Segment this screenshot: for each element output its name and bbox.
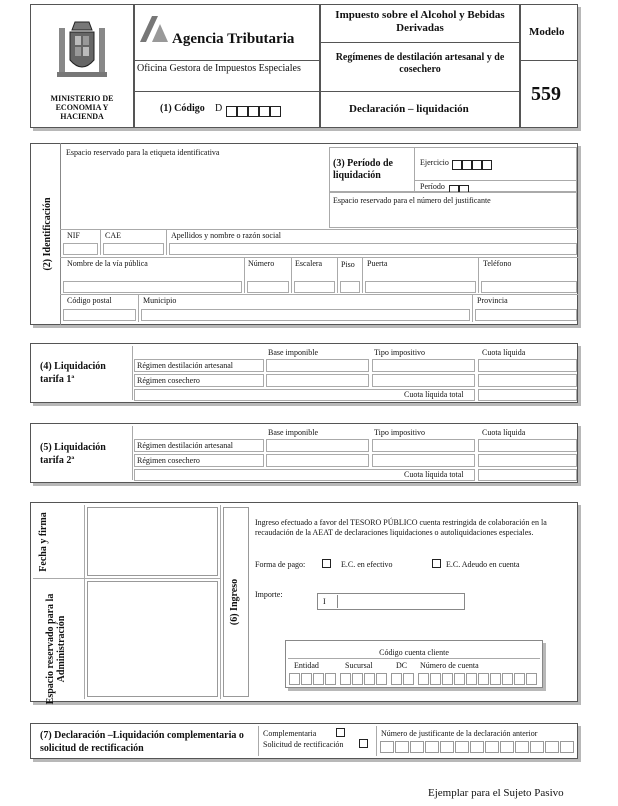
tarifa2-cuota-2[interactable] — [478, 454, 577, 467]
nif-vrule-2 — [166, 229, 167, 255]
tarifa1-cuota: Cuota líquida — [482, 348, 526, 357]
digit-cell[interactable] — [395, 741, 409, 753]
ingreso-text: Ingreso efectuado a favor del TESORO PÚBLICO cuenta restringida de colaboración en la recaudación de la AEAT de declaraciones liquidaciones o autoliquidaciones especiales. — [255, 518, 547, 538]
ejemplar-text: Ejemplar para el Sujeto Pasivo — [428, 787, 564, 799]
tarifa1-total-label: Cuota líquida total — [404, 390, 464, 399]
ccc-hrule — [288, 658, 540, 659]
tarifa2-base-2[interactable] — [266, 454, 369, 467]
periodo-rule — [414, 180, 577, 181]
identificacion-left-rule — [60, 143, 61, 325]
title-impuesto: Impuesto sobre el Alcohol y Bebidas Derivadas — [335, 9, 505, 35]
via-vrule-5 — [478, 257, 479, 293]
via-vrule-3 — [337, 257, 338, 293]
complementaria-option: Complementaria — [263, 729, 317, 738]
ec-adeudo-checkbox[interactable] — [432, 559, 441, 568]
via-top-rule — [60, 257, 578, 258]
importe-divider — [337, 595, 338, 608]
title-divider-1 — [320, 42, 520, 43]
via-label: Nombre de la vía pública — [67, 259, 148, 268]
periodo-vrule — [414, 147, 415, 192]
importe-field[interactable] — [317, 593, 465, 610]
telefono-label: Teléfono — [483, 259, 512, 268]
digit-cell[interactable] — [455, 741, 469, 753]
sucursal-label: Sucursal — [345, 661, 373, 670]
tarifa2-base-1[interactable] — [266, 439, 369, 452]
tarifa1-row1-label: Régimen destilación artesanal — [137, 361, 233, 370]
digit-cell[interactable] — [515, 741, 529, 753]
ingreso-label: (6) Ingreso — [229, 578, 240, 626]
modelo-box — [520, 4, 578, 128]
ejercicio-label: Ejercicio — [420, 158, 449, 167]
cp-vrule-1 — [138, 294, 139, 322]
fecha-firma-label: Fecha y firma — [38, 512, 49, 572]
tarifa1-cuota-1[interactable] — [478, 359, 577, 372]
digit-cell[interactable] — [526, 673, 537, 685]
escalera-label: Escalera — [295, 259, 323, 268]
comp-vrule-1 — [258, 726, 259, 756]
tarifa2-row2-label: Régimen cosechero — [137, 456, 200, 465]
comp-vrule-2 — [376, 726, 377, 756]
tarifa2-total-label: Cuota líquida total — [404, 470, 464, 479]
via-vrule-1 — [244, 257, 245, 293]
agency-logo-icon — [138, 14, 170, 44]
digit-cell[interactable] — [442, 673, 453, 685]
digit-cell[interactable] — [425, 741, 439, 753]
digit-cell[interactable] — [325, 673, 336, 685]
tarifa2-label: (5) Liquidación tarifa 2ª — [40, 442, 106, 466]
tarifa2-tipo-2[interactable] — [372, 454, 475, 467]
numero-label: Número — [248, 259, 275, 268]
via-vrule-4 — [362, 257, 363, 293]
forma-pago-label: Forma de pago: — [255, 560, 306, 569]
digit-cell[interactable] — [418, 673, 429, 685]
digit-cell[interactable] — [466, 673, 477, 685]
num-cuenta-label: Número de cuenta — [420, 661, 479, 670]
tarifa2-cuota-1[interactable] — [478, 439, 577, 452]
importe-label: Importe: — [255, 590, 283, 599]
digit-cell[interactable] — [500, 741, 514, 753]
justificante-label: Espacio reservado para el número del justificante — [333, 196, 491, 205]
tarifa2-cuota: Cuota líquida — [482, 428, 526, 437]
cae-label: CAE — [105, 231, 121, 240]
digit-cell[interactable] — [470, 741, 484, 753]
tarifa1-row2-label: Régimen cosechero — [137, 376, 200, 385]
provincia-field[interactable] — [475, 309, 577, 321]
ccc-label: Código cuenta cliente — [379, 648, 449, 657]
escalera-field[interactable] — [294, 281, 335, 293]
digit-cell[interactable] — [410, 741, 424, 753]
entidad-label: Entidad — [294, 661, 319, 670]
piso-field[interactable] — [340, 281, 360, 293]
dc-label: DC — [396, 661, 408, 670]
title-declaracion: Declaración – liquidación — [349, 103, 469, 115]
agency-name: Agencia Tributaria — [172, 31, 295, 47]
provincia-label: Provincia — [477, 296, 508, 305]
modelo-label: Modelo — [529, 26, 565, 38]
digit-cell[interactable] — [560, 741, 574, 753]
tarifa1-tipo-2[interactable] — [372, 374, 475, 387]
digit-cell[interactable] — [391, 673, 402, 685]
digit-cell[interactable] — [530, 741, 544, 753]
importe-prefix: I — [323, 597, 326, 606]
nif-field[interactable] — [63, 243, 98, 255]
tarifa2-tipo: Tipo impositivo — [374, 428, 426, 437]
municipio-label: Municipio — [143, 296, 177, 305]
cp-field[interactable] — [63, 309, 136, 321]
agency-divider — [134, 60, 320, 61]
identificacion-label: (2) Identificación — [42, 197, 53, 271]
cp-vrule-2 — [472, 294, 473, 322]
complementaria-checkbox[interactable] — [336, 728, 345, 737]
codigo-boxes[interactable] — [226, 102, 281, 120]
fecha-firma-field[interactable] — [87, 507, 218, 576]
ec-efectivo-checkbox[interactable] — [322, 559, 331, 568]
nif-top-rule — [60, 229, 578, 230]
ingreso-hrule-a — [33, 578, 220, 579]
digit-cell[interactable] — [352, 673, 363, 685]
via-vrule-2 — [291, 257, 292, 293]
digit-cell[interactable] — [430, 673, 441, 685]
title-regimenes: Regímenes de destilación artesanal y de cosechero — [335, 52, 505, 75]
solicitud-option: Solicitud de rectificación — [263, 740, 344, 749]
nif-label: NIF — [67, 231, 80, 240]
tarifa1-tipo-1[interactable] — [372, 359, 475, 372]
telefono-field[interactable] — [481, 281, 577, 293]
tarifa1-label: (4) Liquidación tarifa 1ª — [40, 361, 106, 385]
digit-cell[interactable] — [478, 673, 489, 685]
ingreso-vrule-b — [220, 505, 221, 699]
title-divider-2 — [320, 91, 520, 92]
puerta-field[interactable] — [365, 281, 476, 293]
digit-cell[interactable] — [301, 673, 312, 685]
apellidos-label: Apellidos y nombre o razón social — [171, 231, 281, 240]
municipio-field[interactable] — [141, 309, 470, 321]
ministerio-text: MINISTERIO DE ECONOMIA Y HACIENDA — [50, 94, 114, 121]
codigo-divider — [134, 91, 320, 92]
digit-cell[interactable] — [514, 673, 525, 685]
digit-cell[interactable] — [545, 741, 559, 753]
digit-cell[interactable] — [380, 741, 394, 753]
tarifa1-cuota-2[interactable] — [478, 374, 577, 387]
tarifa1-vrule — [132, 346, 133, 400]
nif-vrule-1 — [100, 229, 101, 255]
digit-cell[interactable] — [376, 673, 387, 685]
tarifa2-total-field[interactable] — [478, 469, 577, 481]
digit-cell[interactable] — [340, 673, 351, 685]
periodo-label: (3) Período de liquidación — [333, 158, 393, 181]
digit-cell[interactable] — [454, 673, 465, 685]
via-field[interactable] — [63, 281, 242, 293]
justificante-anterior-cells[interactable] — [380, 741, 576, 753]
coat-of-arms-icon — [55, 18, 109, 84]
puerta-label: Puerta — [367, 259, 388, 268]
tarifa2-vrule — [132, 426, 133, 480]
periodo-sub-label: Período — [420, 182, 445, 191]
etiqueta-text: Espacio reservado para la etiqueta identificativa — [66, 148, 220, 157]
codigo-label: (1) Código — [160, 103, 205, 114]
complementaria-label: (7) Declaración –Liquidación complementaria o solicitud de rectificación — [40, 730, 244, 754]
digit-cell[interactable] — [403, 673, 414, 685]
digit-cell[interactable] — [364, 673, 375, 685]
oficina-text: Oficina Gestora de Impuestos Especiales — [137, 63, 301, 74]
tarifa1-base: Base imponible — [268, 348, 318, 357]
justificante-anterior-label: Número de justificante de la declaración anterior — [381, 729, 538, 738]
modelo-divider — [520, 60, 578, 61]
tarifa2-row1-label: Régimen destilación artesanal — [137, 441, 233, 450]
tarifa1-tipo: Tipo impositivo — [374, 348, 426, 357]
digit-cell[interactable] — [485, 741, 499, 753]
ec-efectivo-label: E.C. en efectivo — [341, 560, 393, 569]
espacio-admin-label: Espacio reservado para la Administración — [45, 593, 67, 705]
solicitud-checkbox[interactable] — [359, 739, 368, 748]
modelo-number: 559 — [531, 83, 561, 105]
digit-cell[interactable] — [502, 673, 513, 685]
digit-cell[interactable] — [289, 673, 300, 685]
piso-label: Piso — [341, 260, 355, 269]
numero-field[interactable] — [247, 281, 289, 293]
digit-cell[interactable] — [313, 673, 324, 685]
tarifa1-base-2[interactable] — [266, 374, 369, 387]
digit-cell[interactable] — [440, 741, 454, 753]
cp-label: Código postal — [67, 296, 112, 305]
cae-field[interactable] — [103, 243, 164, 255]
tarifa2-base: Base imponible — [268, 428, 318, 437]
tarifa1-total-field[interactable] — [478, 389, 577, 401]
digit-cell[interactable] — [490, 673, 501, 685]
ejercicio-boxes[interactable] — [452, 156, 492, 174]
apellidos-field[interactable] — [169, 243, 577, 255]
tarifa1-base-1[interactable] — [266, 359, 369, 372]
codigo-prefix: D — [215, 103, 223, 114]
ec-adeudo-label: E.C. Adeudo en cuenta — [446, 560, 520, 569]
admin-field — [87, 581, 218, 697]
ccc-cells[interactable] — [289, 673, 541, 685]
tarifa2-tipo-1[interactable] — [372, 439, 475, 452]
